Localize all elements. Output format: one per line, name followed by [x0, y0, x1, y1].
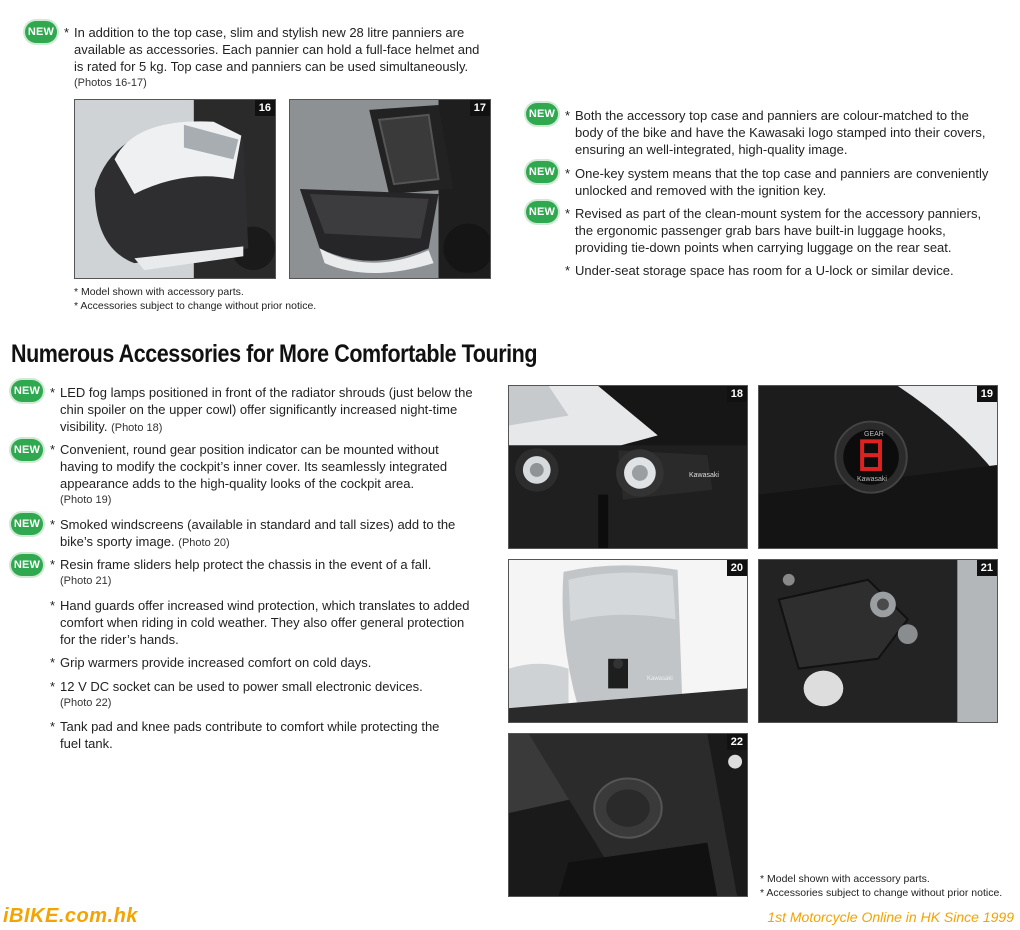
- photo-ref: (Photo 20): [178, 537, 230, 549]
- windscreen-illustration: [509, 560, 747, 722]
- asterisk: *: [565, 263, 571, 278]
- left-bullet-fog-lamps: [50, 384, 490, 437]
- bullet-line: providing tie-down points when carrying luggage on the rear seat.: [575, 240, 952, 255]
- left-bullet-gear-indicator: [50, 441, 490, 509]
- new-badge: NEW: [11, 439, 43, 461]
- left-bullet-tank-pad: [50, 718, 490, 752]
- bullet-line: bike’s sporty image.: [60, 534, 175, 549]
- asterisk: *: [50, 517, 56, 532]
- photo-number: 17: [470, 100, 490, 116]
- note-accessories-change: * Accessories subject to change without prior notice.: [760, 887, 1003, 899]
- bullet-line: unlocked and removed with the ignition key.: [575, 183, 827, 198]
- asterisk: *: [64, 25, 70, 40]
- intro-bullet: [64, 24, 504, 92]
- bullet-line: Under-seat storage space has room for a U-lock or similar device.: [575, 263, 954, 278]
- asterisk: *: [50, 679, 56, 694]
- bullet-line: comfort when riding in cold weather. They also offer general protection: [60, 615, 465, 630]
- right-bullet-one-key: [565, 165, 1015, 199]
- new-badge: NEW: [25, 21, 57, 43]
- photo-20-windscreen: [508, 559, 748, 723]
- fog-lamps-illustration: [509, 386, 747, 548]
- left-bullet-frame-sliders: [50, 556, 490, 590]
- ibike-logo: iBIKE.com.hk: [3, 905, 138, 927]
- photo-number: 19: [977, 386, 997, 402]
- footer-tagline: 1st Motorcycle Online in HK Since 1999: [767, 909, 1014, 925]
- photo-number: 18: [727, 386, 747, 402]
- bullet-line: ensuring an well-integrated, high-quality image.: [575, 142, 848, 157]
- frame-slider-illustration: [759, 560, 997, 722]
- intro-line: available as accessories. Each pannier can hold a full-face helmet and: [74, 42, 480, 57]
- note-accessories-change: * Accessories subject to change without prior notice.: [74, 300, 317, 312]
- asterisk: *: [565, 166, 571, 181]
- asterisk: *: [50, 557, 56, 572]
- note-model-shown: * Model shown with accessory parts.: [760, 873, 930, 885]
- new-badge: NEW: [526, 161, 558, 183]
- bullet-line: having to modify the cockpit’s inner cover. Its seamlessly integrated: [60, 459, 448, 474]
- bullet-line: visibility.: [60, 419, 108, 434]
- photo-number: 16: [255, 100, 275, 116]
- asterisk: *: [565, 206, 571, 221]
- pannier-illustration: [75, 100, 275, 278]
- bullet-line: 12 V DC socket can be used to power small electronic devices.: [60, 679, 423, 694]
- photo-number: 21: [977, 560, 997, 576]
- photo-number: 20: [727, 560, 747, 576]
- gear-label: GEAR: [864, 431, 884, 438]
- new-badge: NEW: [11, 380, 43, 402]
- photo-ref: (Photos 16-17): [74, 77, 147, 89]
- dc-socket-illustration: [509, 734, 747, 896]
- bullet-line: fuel tank.: [60, 736, 113, 751]
- photo-ref: (Photo 22): [60, 697, 112, 709]
- bullet-line: Both the accessory top case and panniers are colour-matched to the: [575, 108, 969, 123]
- left-bullet-hand-guards: [50, 597, 490, 648]
- bullet-line: the ergonomic passenger grab bars have built-in luggage hooks,: [575, 223, 946, 238]
- left-bullet-windscreens: [50, 516, 490, 552]
- right-bullet-colour-matched: [565, 107, 1015, 158]
- asterisk: *: [50, 385, 56, 400]
- bullet-line: chin spoiler on the upper cowl) offer significantly increased night-time: [60, 402, 458, 417]
- intro-line: In addition to the top case, slim and stylish new 28 litre panniers are: [74, 25, 465, 40]
- new-badge: NEW: [11, 513, 43, 535]
- intro-line: is rated for 5 kg. Top case and panniers can be used simultaneously.: [74, 59, 469, 74]
- section-heading: Numerous Accessories for More Comfortable Touring: [11, 340, 538, 368]
- asterisk: *: [50, 655, 56, 670]
- bullet-line: Resin frame sliders help protect the chassis in the event of a fall.: [60, 557, 432, 572]
- photo-number: 22: [727, 734, 747, 750]
- right-bullet-grab-bars: [565, 205, 1015, 256]
- note-model-shown: * Model shown with accessory parts.: [74, 286, 244, 298]
- left-bullet-dc-socket: [50, 678, 490, 712]
- photo-ref: (Photo 21): [60, 575, 112, 587]
- photo-17-open-pannier: [289, 99, 491, 279]
- photo-21-frame-slider: [758, 559, 998, 723]
- kawasaki-logo-text: Kawasaki: [647, 676, 673, 682]
- photo-ref: (Photo 19): [60, 494, 112, 506]
- photo-22-dc-socket: [508, 733, 748, 897]
- photo-18-fog-lamps: [508, 385, 748, 549]
- gear-indicator-illustration: [759, 386, 997, 548]
- bullet-line: Grip warmers provide increased comfort on cold days.: [60, 655, 372, 670]
- left-bullet-grip-warmers: [50, 654, 490, 671]
- photo-ref: (Photo 18): [111, 422, 163, 434]
- photo-19-gear-indicator: [758, 385, 998, 549]
- bullet-line: Revised as part of the clean-mount system for the accessory panniers,: [575, 206, 982, 221]
- bullet-line: appearance adds to the high-quality looks of the cockpit area.: [60, 476, 415, 491]
- new-badge: NEW: [11, 554, 43, 576]
- bullet-line: for the rider’s hands.: [60, 632, 179, 647]
- bullet-line: Tank pad and knee pads contribute to comfort while protecting the: [60, 719, 440, 734]
- new-badge: NEW: [526, 103, 558, 125]
- bullet-line: Convenient, round gear position indicator can be mounted without: [60, 442, 439, 457]
- bullet-line: Hand guards offer increased wind protection, which translates to added: [60, 598, 470, 613]
- bullet-line: body of the bike and have the Kawasaki logo stamped into their covers,: [575, 125, 986, 140]
- new-badge: NEW: [526, 201, 558, 223]
- bullet-line: One-key system means that the top case and panniers are conveniently: [575, 166, 989, 181]
- photo-16-pannier: [74, 99, 276, 279]
- bullet-line: LED fog lamps positioned in front of the radiator shrouds (just below the: [60, 385, 473, 400]
- asterisk: *: [50, 719, 56, 734]
- asterisk: *: [50, 442, 56, 457]
- open-pannier-illustration: [290, 100, 490, 278]
- kawasaki-logo-text: Kawasaki: [857, 476, 887, 483]
- asterisk: *: [50, 598, 56, 613]
- bullet-line: Smoked windscreens (available in standard and tall sizes) add to the: [60, 517, 456, 532]
- right-bullet-under-seat: [565, 262, 1015, 279]
- kawasaki-logo-text: Kawasaki: [689, 472, 719, 479]
- asterisk: *: [565, 108, 571, 123]
